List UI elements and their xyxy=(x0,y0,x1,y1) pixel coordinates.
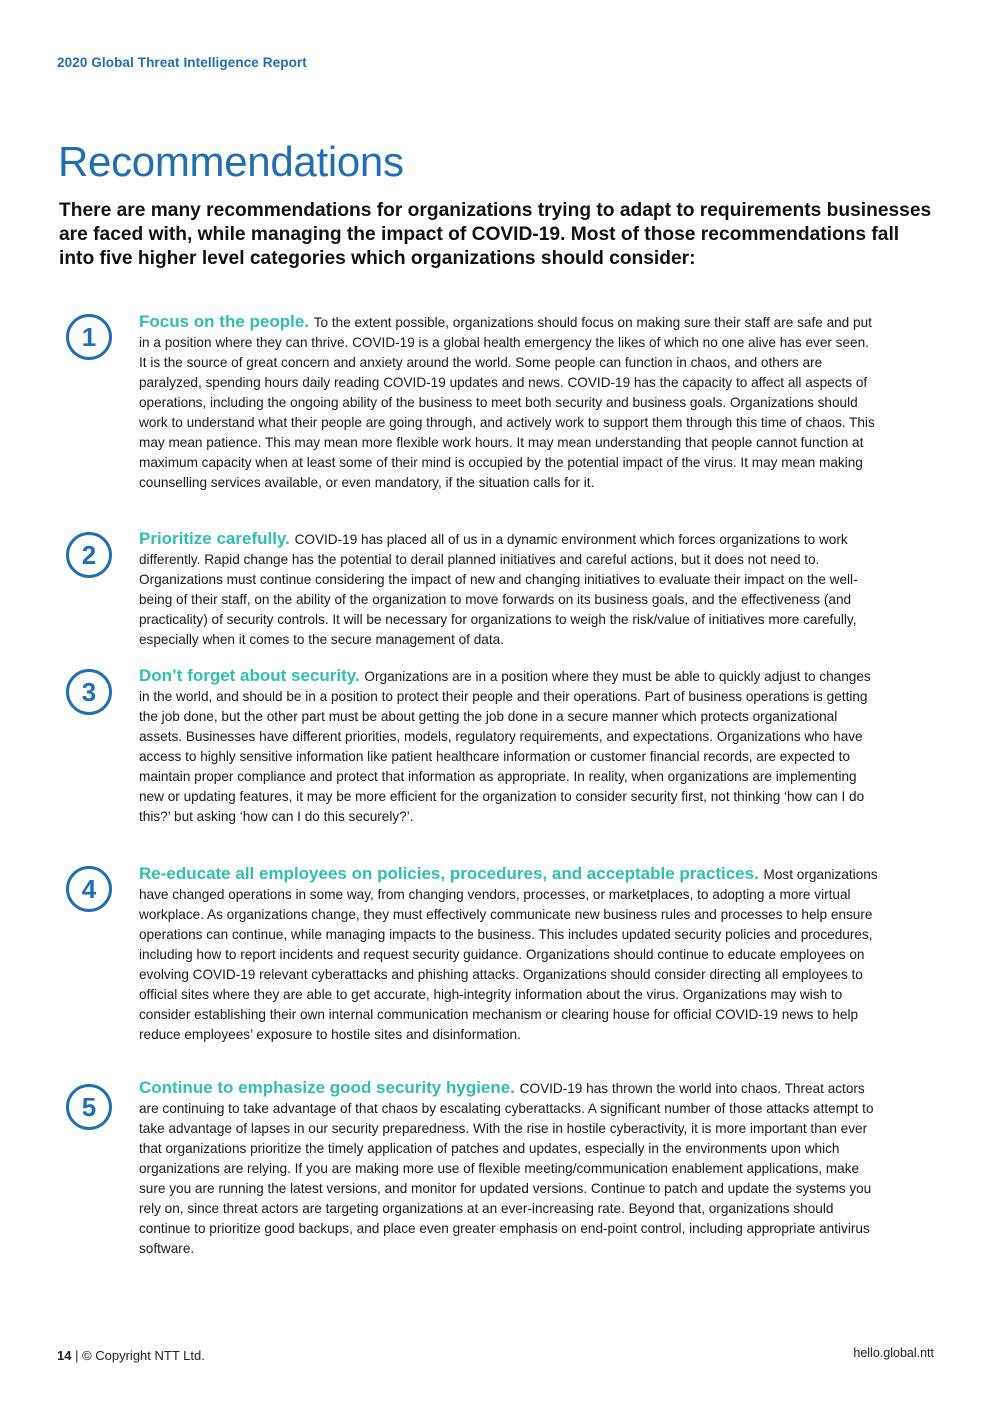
recommendation-body xyxy=(139,1078,879,1259)
report-title: 2020 Global Threat Intelligence Report xyxy=(57,55,307,70)
recommendation-text: Most organizations have changed operations in some way, from changing vendors, processes, or marketplaces, to adopting a more virtual workplace. As organizations change, they must effectively communicate new business rules and processes to help ensure operations can continue, while managing impacts to the business. This includes updated security policies and procedures, including how to report incidents and request security guidance. Organizations should continue to educate employees on evolving COVID-19 relevant cyberattacks and phishing attacks. Organizations should consider directing all employees to official sites where they are able to get accurate, high-integrity information about the virus. Organizations may wish to consider establishing their own internal communication mechanism or clearing house for official COVID-19 news to help reduce employees’ exposure to hostile sites and disinformation. xyxy=(139,867,878,1042)
recommendation-text: To the extent possible, organizations should focus on making sure their staff are safe and put in a position where they can thrive. COVID-19 is a global health emergency the likes of which no one alive has ever seen. It is the source of great concern and anxiety around the world. Some people can function in chaos, and others are paralyzed, spending hours daily reading COVID-19 updates and news. COVID-19 has the capacity to affect all aspects of operations, including the ongoing ability of the business to meet both security and business goals. Organizations should work to understand what their people are going through, and actively work to support them through this time of chaos. This may mean patience. This may mean more flexible work hours. It may mean understanding that people cannot function at maximum capacity when at least some of their mind is occupied by the potential impact of the virus. It may mean making counselling services available, or even mandatory, if the situation calls for it. xyxy=(139,315,875,490)
page-title: Recommendations xyxy=(58,138,404,185)
recommendation-body xyxy=(139,529,879,650)
number-badge: 1 xyxy=(66,314,112,360)
page-number: 14 xyxy=(57,1348,72,1363)
footer-copyright xyxy=(57,1348,205,1363)
number-badge: 4 xyxy=(66,866,112,912)
recommendation-body xyxy=(139,666,879,827)
copyright-text: | © Copyright NTT Ltd. xyxy=(71,1348,205,1363)
intro-paragraph: There are many recommendations for organizations trying to adapt to requirements businesses are faced with, while managing the impact of COVID-19. Most of those recommendations fall into five higher level categories which organizations should consider: xyxy=(59,200,932,269)
number-badge: 3 xyxy=(66,669,112,715)
footer-website-link[interactable]: hello.global.ntt xyxy=(853,1346,934,1360)
recommendation-body xyxy=(139,864,879,1045)
recommendation-title: Prioritize carefully. xyxy=(139,529,295,548)
recommendation-title: Re-educate all employees on policies, procedures, and acceptable practices. xyxy=(139,864,764,883)
recommendation-title: Continue to emphasize good security hygiene. xyxy=(139,1078,520,1097)
number-badge: 2 xyxy=(66,532,112,578)
recommendation-title: Don’t forget about security. xyxy=(139,666,365,685)
recommendation-text: COVID-19 has thrown the world into chaos. Threat actors are continuing to take advantage of that chaos by escalating cyberattacks. A significant number of those attacks attempt to take advantage of lapses in our security preparedness. With the rise in hostile cyberactivity, it is more important than ever that organizations prioritize the timely application of patches and updates, especially in the environments upon which organizations are relying. If you are making more use of flexible meeting/communication enablement applications, make sure you are running the latest versions, and monitor for updated versions. Continue to patch and update the systems you rely on, since threat actors are targeting organizations at an ever-increasing rate. Beyond that, organizations should continue to prioritize good backups, and place even greater emphasis on end-point control, including appropriate antivirus software. xyxy=(139,1081,874,1256)
recommendation-text: COVID-19 has placed all of us in a dynamic environment which forces organizations to work differently. Rapid change has the potential to derail planned initiatives and careful actions, but it does not need to. Organizations must continue considering the impact of new and changing initiatives to evaluate their impact on the well-being of their staff, on the ability of the organization to move forwards on its business goals, and the effectiveness (and practicality) of security controls. It will be necessary for organizations to weigh the risk/value of initiatives more carefully, especially when it comes to the secure management of data. xyxy=(139,532,858,647)
recommendation-body xyxy=(139,312,879,493)
number-badge: 5 xyxy=(66,1084,112,1130)
recommendation-title: Focus on the people. xyxy=(139,312,314,331)
recommendation-text: Organizations are in a position where they must be able to quickly adjust to changes in the world, and should be in a position to protect their people and their operations. Part of business operations is getting the job done, but the other part must be about getting the job done in a secure manner which protects organizational assets. Businesses have different priorities, models, regulatory requirements, and expectations. Organizations who have access to highly sensitive information like patient healthcare information or customer financial records, are expected to maintain proper compliance and protect that information as appropriate. In reality, when organizations are implementing new or updating features, it may be more efficient for the organization to consider security first, not thinking ‘how can I do this?’ but asking ‘how can I do this securely?’. xyxy=(139,669,871,824)
